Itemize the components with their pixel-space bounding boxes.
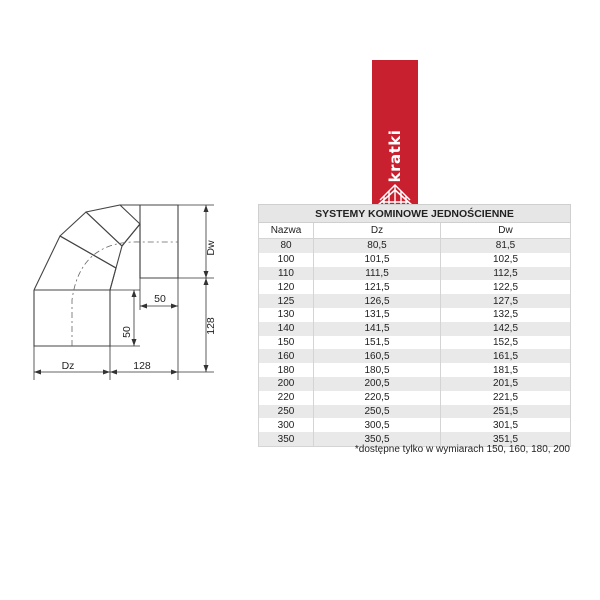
cell-dw: 81,5 bbox=[441, 239, 571, 253]
cell-nazwa: 110 bbox=[259, 267, 314, 281]
cell-dz: 250,5 bbox=[314, 405, 441, 419]
cell-dw: 301,5 bbox=[441, 418, 571, 432]
cell-nazwa: 200 bbox=[259, 377, 314, 391]
cell-nazwa: 130 bbox=[259, 308, 314, 322]
dim-128-horizontal-label: 128 bbox=[133, 360, 151, 372]
column-header-nazwa: Nazwa bbox=[259, 223, 314, 239]
table-row bbox=[259, 322, 571, 336]
chimney-spec-table bbox=[258, 204, 571, 447]
cell-nazwa: 150 bbox=[259, 336, 314, 350]
table-row bbox=[259, 239, 571, 253]
cell-dz: 151,5 bbox=[314, 336, 441, 350]
cell-dz: 121,5 bbox=[314, 280, 441, 294]
table-row bbox=[259, 336, 571, 350]
cell-dw: 221,5 bbox=[441, 391, 571, 405]
table-row bbox=[259, 280, 571, 294]
cell-dz: 111,5 bbox=[314, 267, 441, 281]
cell-nazwa: 350 bbox=[259, 432, 314, 446]
brand-ribbon bbox=[372, 60, 418, 210]
cell-nazwa: 100 bbox=[259, 253, 314, 267]
cell-dw: 251,5 bbox=[441, 405, 571, 419]
cell-dz: 180,5 bbox=[314, 363, 441, 377]
cell-nazwa: 140 bbox=[259, 322, 314, 336]
footnote: *dostępne tylko w wymiarach 150, 160, 180, 200 bbox=[354, 444, 570, 455]
cell-dz: 350,5 bbox=[314, 432, 441, 446]
elbow-top-cuff bbox=[120, 205, 178, 278]
cell-nazwa: 300 bbox=[259, 418, 314, 432]
cell-nazwa: 120 bbox=[259, 280, 314, 294]
cell-dz: 141,5 bbox=[314, 322, 441, 336]
brand-name: kratki bbox=[386, 129, 404, 183]
table-row bbox=[259, 267, 571, 281]
table-row bbox=[259, 349, 571, 363]
table-row bbox=[259, 418, 571, 432]
table-row bbox=[259, 391, 571, 405]
dim-128-vertical-label: 128 bbox=[205, 317, 217, 335]
cell-dw: 152,5 bbox=[441, 336, 571, 350]
column-header-dw: Dw bbox=[441, 223, 571, 239]
cell-dz: 80,5 bbox=[314, 239, 441, 253]
cell-dw: 142,5 bbox=[441, 322, 571, 336]
cell-dw: 112,5 bbox=[441, 267, 571, 281]
column-header-dz: Dz bbox=[314, 223, 441, 239]
cell-dz: 200,5 bbox=[314, 377, 441, 391]
table-row bbox=[259, 363, 571, 377]
table-row bbox=[259, 308, 571, 322]
cell-dw: 181,5 bbox=[441, 363, 571, 377]
cell-nazwa: 180 bbox=[259, 363, 314, 377]
table-row bbox=[259, 294, 571, 308]
cell-dw: 102,5 bbox=[441, 253, 571, 267]
cell-nazwa: 160 bbox=[259, 349, 314, 363]
dw-label: Dw bbox=[205, 240, 217, 256]
cell-dz: 131,5 bbox=[314, 308, 441, 322]
cell-nazwa: 125 bbox=[259, 294, 314, 308]
cell-dz: 160,5 bbox=[314, 349, 441, 363]
dim-50-vertical-label: 50 bbox=[121, 326, 133, 338]
cell-dw: 132,5 bbox=[441, 308, 571, 322]
cell-dz: 101,5 bbox=[314, 253, 441, 267]
cell-dw: 127,5 bbox=[441, 294, 571, 308]
elbow-segment-2 bbox=[60, 212, 122, 268]
cell-dw: 161,5 bbox=[441, 349, 571, 363]
cell-dz: 300,5 bbox=[314, 418, 441, 432]
cell-dw: 201,5 bbox=[441, 377, 571, 391]
cell-dz: 220,5 bbox=[314, 391, 441, 405]
table-row bbox=[259, 377, 571, 391]
cell-nazwa: 220 bbox=[259, 391, 314, 405]
cell-dw: 122,5 bbox=[441, 280, 571, 294]
table-row bbox=[259, 253, 571, 267]
cell-nazwa: 250 bbox=[259, 405, 314, 419]
dim-50-horizontal-label: 50 bbox=[154, 293, 166, 305]
cell-dz: 126,5 bbox=[314, 294, 441, 308]
cell-dw: 351,5 bbox=[441, 432, 571, 446]
cell-nazwa: 80 bbox=[259, 239, 314, 253]
dz-label: Dz bbox=[61, 360, 75, 372]
table-row bbox=[259, 405, 571, 419]
table-title: SYSTEMY KOMINOWE JEDNOŚCIENNE bbox=[259, 205, 571, 223]
elbow-segment-3 bbox=[86, 205, 140, 246]
